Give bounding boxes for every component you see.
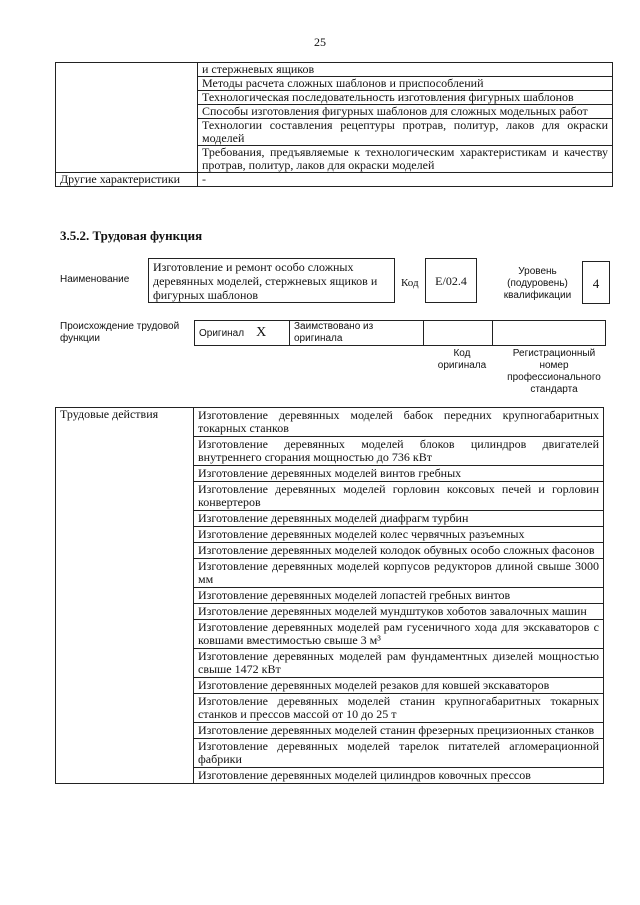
labor-action-item: Изготовление деревянных моделей корпусов редукторов длиной свыше 3000 мм [194, 559, 604, 588]
labor-action-item: Изготовление деревянных моделей станин фрезерных прецизионных станков [194, 723, 604, 739]
origin-table [194, 320, 606, 346]
labor-action-item: Изготовление деревянных моделей резаков для ковшей экскаваторов [194, 678, 604, 694]
name-label: Наименование [60, 274, 130, 285]
table-cell: Способы изготовления фигурных шаблонов для сложных модельных работ [198, 105, 613, 119]
table-row [56, 408, 604, 437]
labor-action-item: Изготовление деревянных моделей лопастей гребных винтов [194, 588, 604, 604]
labor-action-item: Изготовление деревянных моделей диафрагм турбин [194, 511, 604, 527]
labor-action-item: Изготовление деревянных моделей рам фундаментных дизелей мощностью свыше 1472 кВт [194, 649, 604, 678]
registration-number-cell [493, 321, 606, 346]
other-characteristics-value: - [198, 173, 613, 187]
qualification-level-box: 4 [582, 261, 610, 304]
original-mark: X [256, 324, 267, 340]
original-code-caption: Код оригинала [437, 348, 487, 371]
function-code-box: E/02.4 [425, 258, 477, 303]
table-cell: Технологии составления рецептуры протрав, политур, лаков для окраски моделей [198, 119, 613, 146]
labor-action-item: Изготовление деревянных моделей мундштуков хоботов завалочных машин [194, 604, 604, 620]
labor-action-item: Изготовление деревянных моделей бабок передних крупногабаритных токарных станков [194, 408, 604, 437]
original-label: Оригинал [199, 327, 245, 339]
table-row [56, 63, 613, 77]
original-cell [195, 321, 290, 346]
labor-action-item: Изготовление деревянных моделей горловин коксовых печей и горловин конвертеров [194, 482, 604, 511]
knowledge-table [55, 62, 613, 187]
labor-action-item: Изготовление деревянных моделей колодок обувных особо сложных фасонов [194, 543, 604, 559]
origin-label: Происхождение трудовой функции [60, 321, 180, 344]
table-cell: Методы расчета сложных шаблонов и приспособлений [198, 77, 613, 91]
labor-action-item: Изготовление деревянных моделей блоков цилиндров двигателей внутреннего сгорания мощностью до 736 кВт [194, 437, 604, 466]
original-code-cell [424, 321, 493, 346]
labor-actions-table [55, 407, 604, 784]
table-row [195, 321, 606, 346]
table-cell: Технологическая последовательность изготовления фигурных шаблонов [198, 91, 613, 105]
borrowed-label: Заимствовано из оригинала [290, 321, 424, 346]
labor-actions-body [56, 408, 604, 784]
table-row [56, 173, 613, 187]
page-number: 25 [314, 35, 326, 49]
qualification-level-label: Уровень (подуровень) квалификации [503, 266, 572, 301]
table-cell: и стержневых ящиков [198, 63, 613, 77]
labor-action-item: Изготовление деревянных моделей рам гусеничного хода для экскаваторов с ковшами вместимостью свыше 3 м³ [194, 620, 604, 649]
labor-action-item: Изготовление деревянных моделей колес червячных разъемных [194, 527, 604, 543]
labor-action-item: Изготовление деревянных моделей цилиндров ковочных прессов [194, 768, 604, 784]
section-heading: 3.5.2. Трудовая функция [60, 228, 203, 243]
labor-actions-label: Трудовые действия [56, 408, 194, 784]
code-label: Код [401, 277, 419, 289]
labor-action-item: Изготовление деревянных моделей тарелок питателей агломерационной фабрики [194, 739, 604, 768]
function-name-box: Изготовление и ремонт особо сложных деревянных моделей, стержневых ящиков и фигурных шаблонов [148, 258, 395, 303]
table-cell: Требования, предъявляемые к технологическим характеристикам и качеству протрав, политур, лаков для окраски моделей [198, 146, 613, 173]
registration-number-caption: Регистрационный номер профессионального стандарта [507, 348, 601, 395]
other-characteristics-label: Другие характеристики [56, 173, 198, 187]
empty-label-cell [56, 63, 198, 173]
labor-action-item: Изготовление деревянных моделей винтов гребных [194, 466, 604, 482]
labor-action-item: Изготовление деревянных моделей станин крупногабаритных токарных станков и прессов массой от 10 до 25 т [194, 694, 604, 723]
